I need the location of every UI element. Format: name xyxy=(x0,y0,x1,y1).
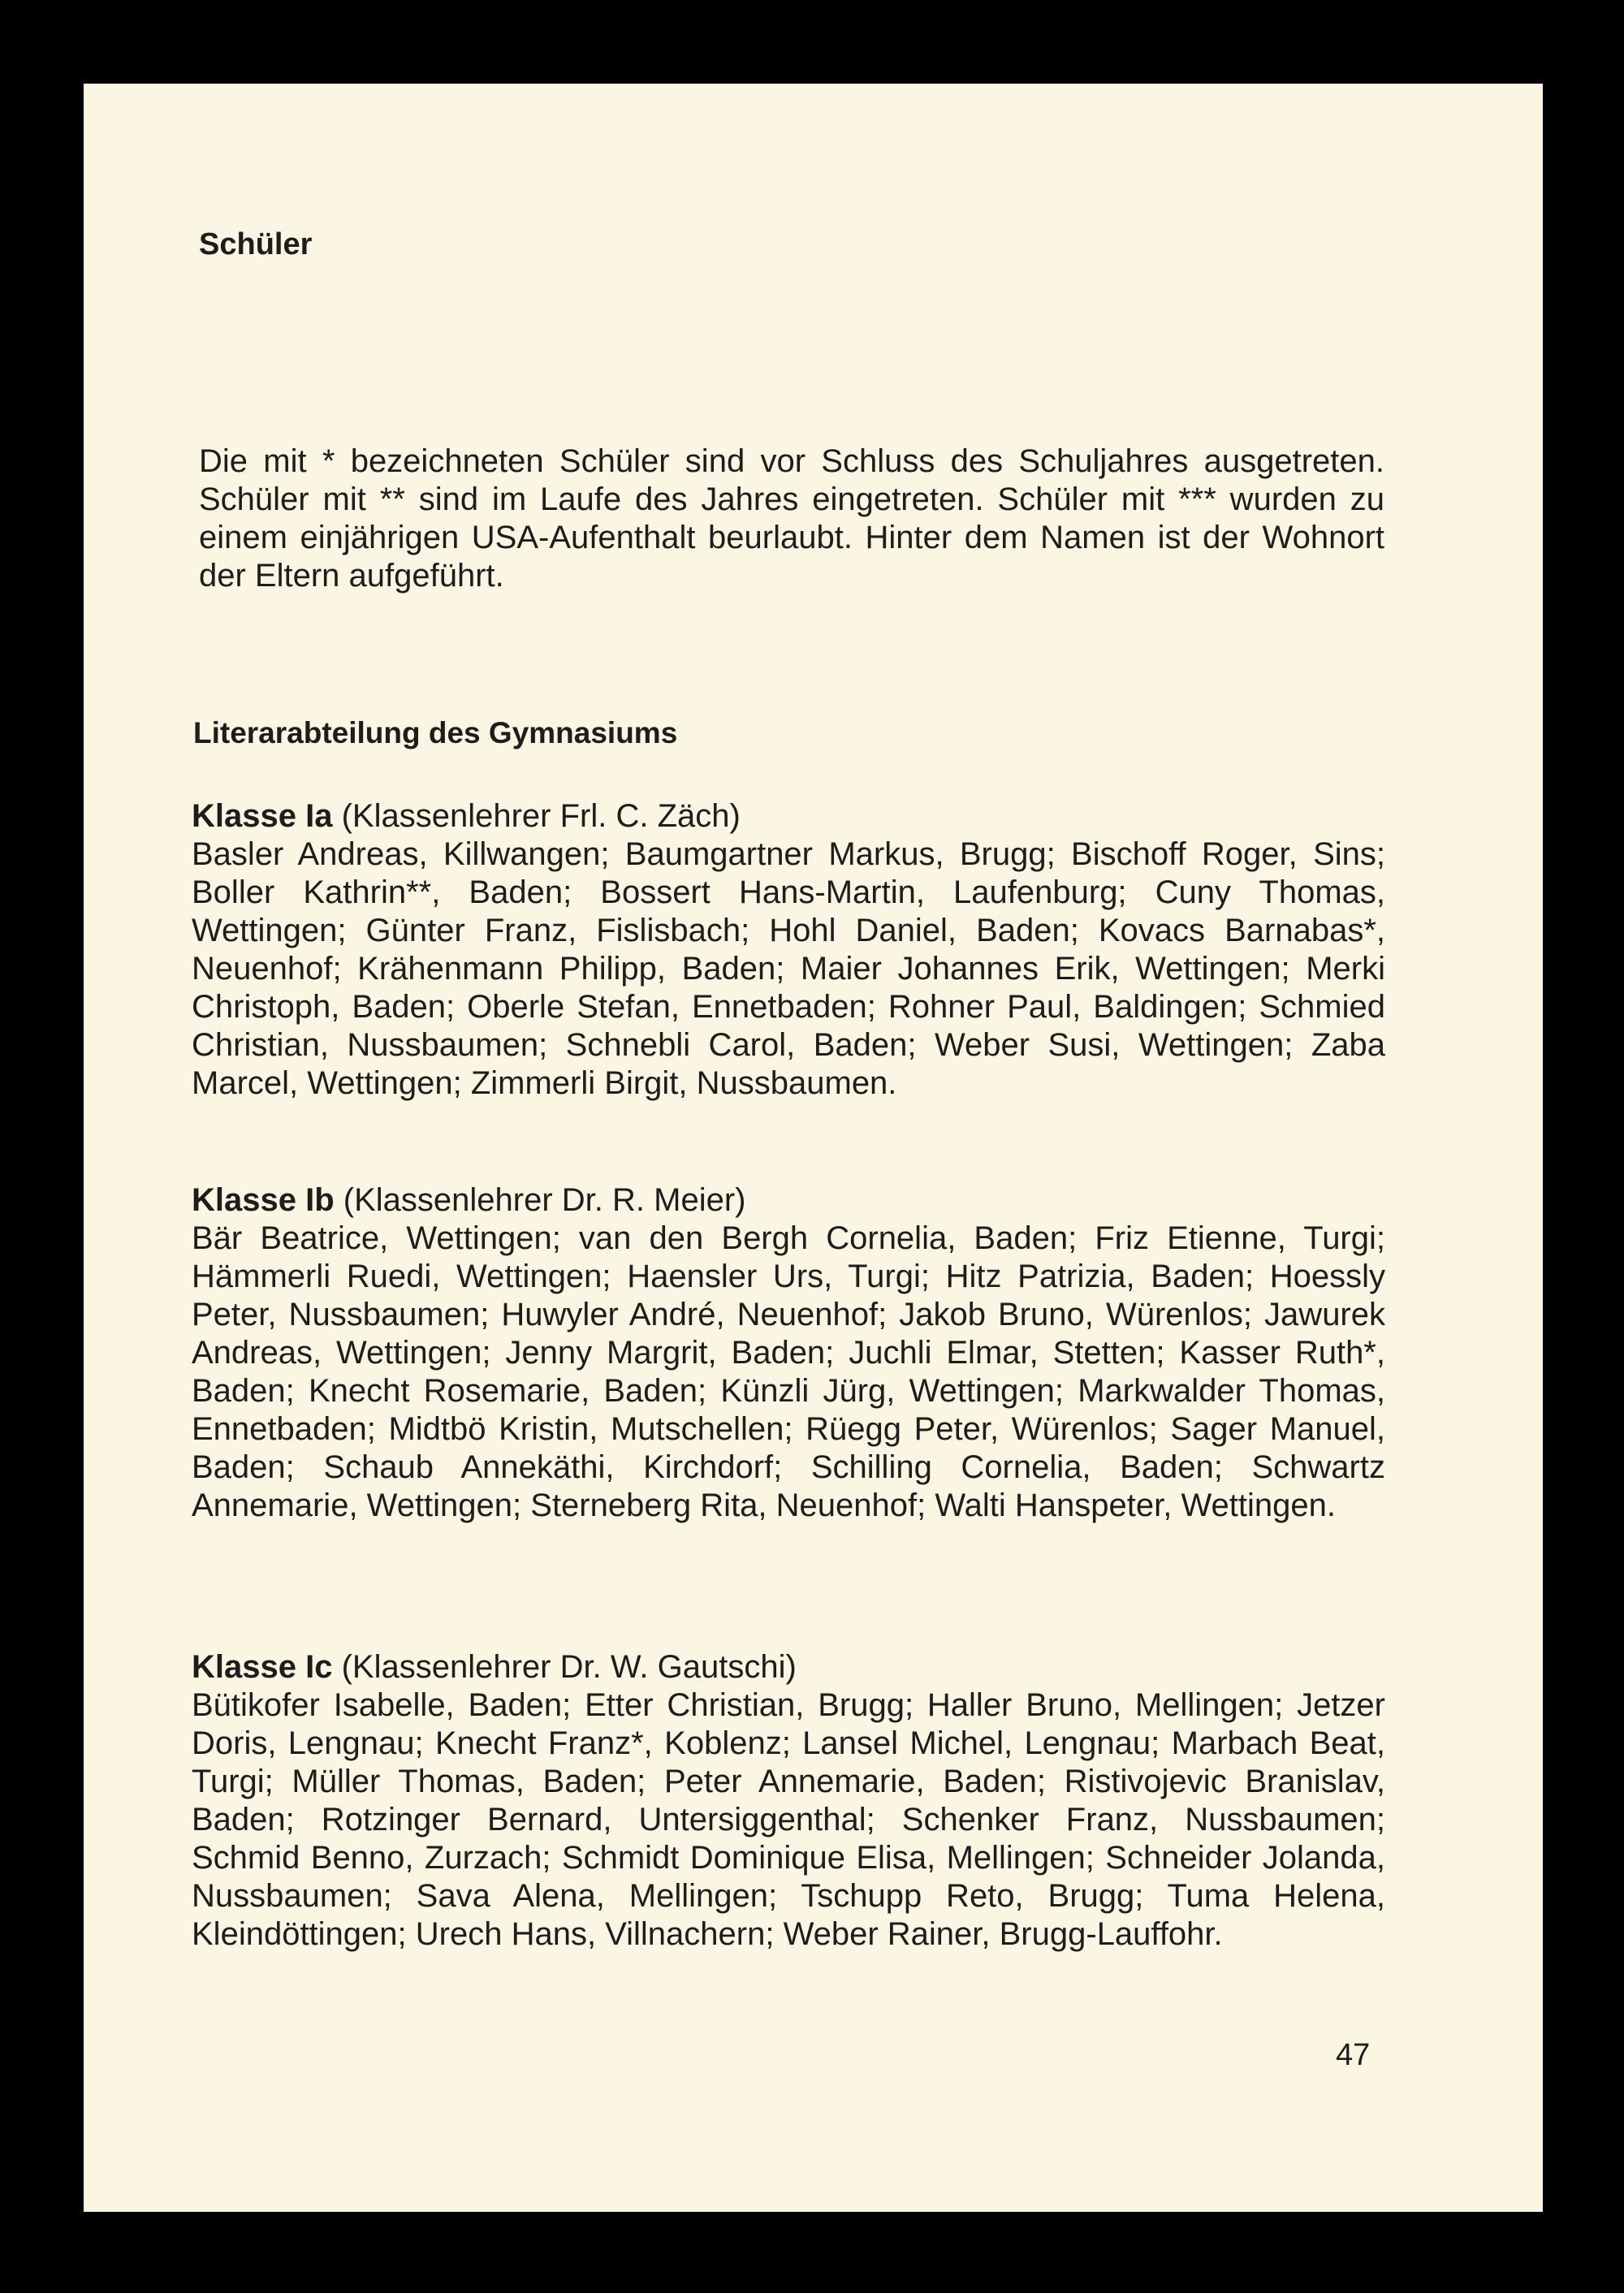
class-name: Klasse Ib xyxy=(192,1182,335,1218)
class-student-list: Bär Beatrice, Wettingen; van den Bergh Cornelia, Baden; Friz Etienne, Turgi; Hämmerli Ruedi, Wettingen; Haensler Urs, Turgi; Hitz Patrizia, Baden; Hoessly Peter, Nussbaumen; Huwyler André, Neuenhof; Jakob Bruno, Würenlos; Jawurek Andreas, Wettingen; Jenny Margrit, Baden; Juchli Elmar, Stetten; Kasser Ruth*, Baden; Knecht Rosemarie, Baden; Künzli Jürg, Wettingen; Markwalder Thomas, Ennetbaden; Midtbö Kristin, Mutschellen; Rüegg Peter, Würenlos; Sager Manuel, Baden; Schaub Annekäthi, Kirchdorf; Schilling Cornelia, Baden; Schwartz Annemarie, Wettingen; Sterneberg Rita, Neuenhof; Walti Hanspeter, Wettingen. xyxy=(192,1220,1385,1523)
page-number: 47 xyxy=(1336,2038,1371,2072)
intro-paragraph: Die mit * bezeichneten Schüler sind vor Schluss des Schuljahres ausgetreten. Schüler mit ** sind im Laufe des Jahres eingetreten. Schüler mit *** wurden zu einem einjährigen USA-Aufenthalt beurlaubt. Hinter dem Namen ist der Wohnort der Eltern aufgeführt. xyxy=(199,443,1384,594)
section-title: Schüler xyxy=(199,227,313,261)
class-block-ia xyxy=(192,797,1385,1103)
class-teacher: (Klassenlehrer Dr. W. Gautschi) xyxy=(341,1649,797,1685)
class-heading xyxy=(192,797,1385,836)
class-block-ic xyxy=(192,1648,1385,1954)
class-heading xyxy=(192,1181,1385,1220)
class-teacher: (Klassenlehrer Dr. R. Meier) xyxy=(343,1182,746,1218)
class-heading xyxy=(192,1648,1385,1686)
class-teacher: (Klassenlehrer Frl. C. Zäch) xyxy=(341,798,741,834)
class-block-ib xyxy=(192,1181,1385,1525)
class-name: Klasse Ia xyxy=(192,798,333,834)
class-student-list: Basler Andreas, Killwangen; Baumgartner Markus, Brugg; Bischoff Roger, Sins; Boller Kathrin**, Baden; Bossert Hans-Martin, Laufenburg; Cuny Thomas, Wettingen; Günter Franz, Fislisbach; Hohl Daniel, Baden; Kovacs Barnabas*, Neuenhof; Krähenmann Philipp, Baden; Maier Johannes Erik, Wettingen; Merki Christoph, Baden; Oberle Stefan, Ennetbaden; Rohner Paul, Baldingen; Schmied Christian, Nussbaumen; Schnebli Carol, Baden; Weber Susi, Wettingen; Zaba Marcel, Wettingen; Zimmerli Birgit, Nussbaumen. xyxy=(192,836,1385,1101)
class-name: Klasse Ic xyxy=(192,1649,333,1685)
class-student-list: Bütikofer Isabelle, Baden; Etter Christian, Brugg; Haller Bruno, Mellingen; Jetzer Doris, Lengnau; Knecht Franz*, Koblenz; Lansel Michel, Lengnau; Marbach Beat, Turgi; Müller Thomas, Baden; Peter Annemarie, Baden; Ristivojevic Branislav, Baden; Rotzinger Bernard, Untersiggenthal; Schenker Franz, Nussbaumen; Schmid Benno, Zurzach; Schmidt Dominique Elisa, Mellingen; Schneider Jolanda, Nussbaumen; Sava Alena, Mellingen; Tschupp Reto, Brugg; Tuma Helena, Kleindöttingen; Urech Hans, Villnachern; Weber Rainer, Brugg-Lauffohr. xyxy=(192,1687,1385,1952)
department-heading: Literarabteilung des Gymnasiums xyxy=(193,716,678,749)
